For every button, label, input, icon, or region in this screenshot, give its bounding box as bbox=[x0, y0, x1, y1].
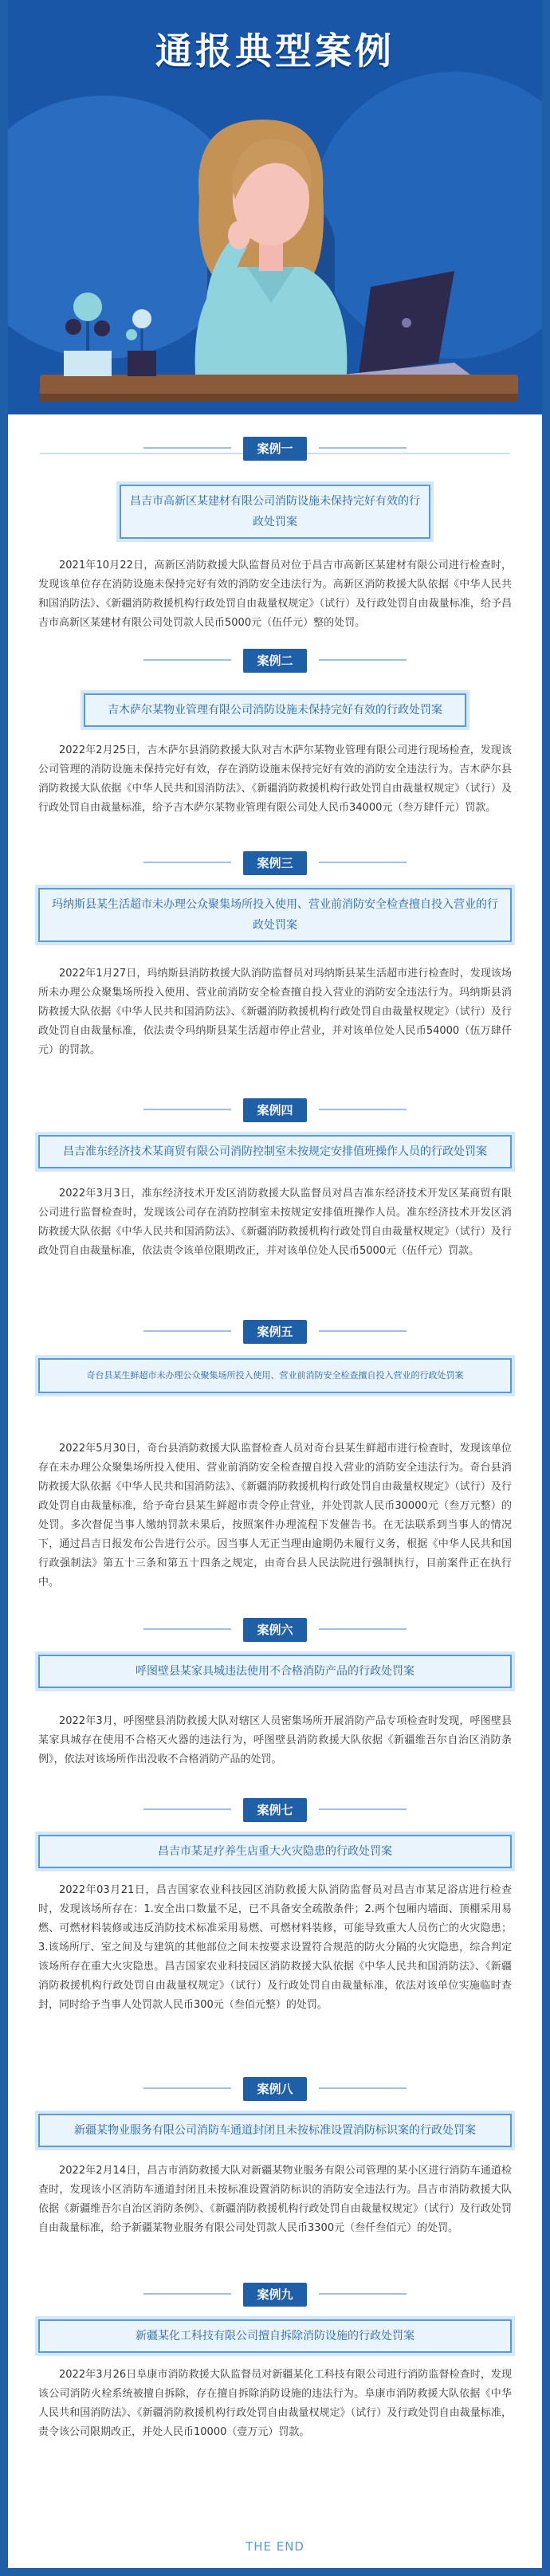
hero-banner bbox=[8, 0, 542, 422]
case-title: 奇台县某生鲜超市未办理公众聚集场所投入使用、营业前消防安全检查擅自投入营业的行政处罚案 bbox=[38, 1358, 512, 1393]
case-title: 吉木萨尔某物业管理有限公司消防设施未保持完好有效的行政处罚案 bbox=[84, 693, 466, 727]
case-tag: 案例三 bbox=[243, 851, 307, 875]
case-body: 2022年3月3日，准东经济技术开发区消防救援大队监督员对昌吉准东经济技术开发区某商贸有限公司进行监督检查时，发现该公司存在消防控制室未按规定安排值班操作人员。准东经济技术开发区消防救援大队依据《中华人民共和国消防法》、《新疆消防救援机构行政处罚自由裁量权规定》（试行）及行政处罚自由裁量标准，依法责令该单位限期改正，并对该单位处人民币5000元（伍仟元）罚款。 bbox=[38, 1188, 512, 1257]
case-tag: 案例七 bbox=[243, 1798, 307, 1822]
pot-left-shape bbox=[64, 351, 112, 376]
case-body: 2021年10月22日，高新区消防救援大队监督员对位于昌吉市高新区某建材有限公司进行检查时，发现该单位存在消防设施未保持完好有效的消防安全违法行为。高新区消防救援大队依据《中华人民共和国消防法》、《新疆消防救援机构行政处罚自由裁量权规定》（试行）及行政处罚自由裁量标准，给予昌吉市高新区某建材有限公司处罚款人民币5000元（伍仟元）整的处罚。 bbox=[38, 560, 512, 629]
case-tag: 案例九 bbox=[243, 2283, 307, 2307]
case-body: 2022年2月14日，昌吉市消防救援大队对新疆某物业服务有限公司管理的某小区进行消防车通道检查时，发现该小区消防车通道封闭且未按标准设置消防标识的消防安全违法行为。昌吉市消防救援大队依据《新疆维吾尔自治区消防条例》、《新疆消防救援机构行政处罚自由裁量权规定》（试行）及行政处罚自由裁量标准，给予新疆某物业服务有限公司处罚款人民币3300元（叁仟叁佰元）的处罚。 bbox=[38, 2165, 512, 2234]
case-title: 昌吉市高新区某建材有限公司消防设施未保持完好有效的行政处罚案 bbox=[120, 485, 430, 539]
page-title: 通报典型案例 bbox=[155, 29, 395, 73]
case-tag: 案例八 bbox=[243, 2077, 307, 2101]
case-title: 昌吉市某足疗养生店重大火灾隐患的行政处罚案 bbox=[38, 1835, 512, 1868]
case-title: 新疆某化工科技有限公司擅自拆除消防设施的行政处罚案 bbox=[38, 2319, 512, 2353]
case-body: 2022年3月26日阜康市消防救援大队监督员对新疆某化工科技有限公司进行消防监督检查时，发现该公司消防火栓系统被擅自拆除，存在擅自拆除消防设施的违法行为。阜康市消防救援大队依据《中华人民共和国消防法》、《新疆消防救援机构行政处罚自由裁量权规定》（试行）及行政处罚自由裁量标准，责令该公司限期改正，并处人民币10000（壹万元）罚款。 bbox=[38, 2369, 512, 2438]
case-body: 2022年2月25日，吉木萨尔县消防救援大队对吉木萨尔某物业管理有限公司进行现场检查，发现该公司管理的消防设施未保持完好有效，存在消防设施未保持完好有效的消防安全违法行为。吉木萨尔县消防救援大队依据《中华人民共和国消防法》、《新疆消防救援机构行政处罚自由裁量权规定》（试行）及行政处罚自由裁量标准，给予吉木萨尔某物业管理有限公司处人民币34000元（叁万肆仟元）罚款。 bbox=[38, 744, 512, 814]
pot-right-shape bbox=[128, 351, 156, 376]
hero-illustration bbox=[8, 0, 542, 422]
case-body: 2022年03月21日，昌吉国家农业科技园区消防救援大队消防监督员对昌吉市某足浴店进行检查时，发现该场所存在：1.安全出口数量不足，已不具备安全疏散条件；2.两个包厢内墙面、顶棚采用易燃、可燃材料装修或违反消防技术标准采用易燃、可燃材料装修，可能导致重大人员伤亡的火灾隐患；3.该场所厅、室之间及与建筑的其他部位之间未按要求设置符合规范的防火分隔的火灾隐患，综合判定该场所存在重大火灾隐患。昌吉国家农业科技园区消防救援大队依据《中华人民共和国消防法》、《新疆消防救援机构行政处罚自由裁量权规定》（试行）及行政处罚自由裁量标准，依法对该单位实施临时查封，同时给予当事人处罚款人民币300元（叁佰元整）的处罚。 bbox=[38, 1884, 512, 2011]
case-tag: 案例二 bbox=[243, 649, 307, 673]
the-end-label: THE END bbox=[246, 2539, 304, 2554]
case-tag: 案例六 bbox=[243, 1618, 307, 1642]
hero-bottom-band bbox=[8, 414, 542, 422]
case-tag: 案例五 bbox=[243, 1320, 307, 1344]
case-tag: 案例四 bbox=[243, 1098, 307, 1122]
case-title: 玛纳斯县某生活超市未办理公众聚集场所投入使用、营业前消防安全检查擅自投入营业的行政处罚案 bbox=[38, 888, 512, 942]
desk-front-shape bbox=[40, 394, 518, 402]
case-title: 新疆某物业服务有限公司消防车通道封闭且未按标准设置消防标识案的行政处罚案 bbox=[38, 2114, 512, 2147]
case-body: 2022年3月，呼图壁县消防救援大队对辖区人员密集场所开展消防产品专项检查时发现，呼图壁县某家具城存在使用不合格灭火器的违法行为，呼图壁县消防救援大队依据《新疆维吾尔自治区消防条例》，依法对该场所作出没收不合格消防产品的处罚。 bbox=[38, 1715, 512, 1765]
case-title: 昌吉准东经济技术某商贸有限公司消防控制室未按规定安排值班操作人员的行政处罚案 bbox=[38, 1135, 512, 1168]
article-body bbox=[8, 0, 542, 2568]
desk-top-shape bbox=[40, 375, 518, 395]
case-body: 2022年1月27日，玛纳斯县消防救援大队消防监督员对玛纳斯县某生活超市进行检查时，发现该场所未办理公众聚集场所投入使用、营业前消防安全检查擅自投入营业的消防安全违法行为。玛纳斯县消防救援大队依据《中华人民共和国消防法》、《新疆消防救援机构行政处罚自由裁量权规定》（试行）及行政处罚自由裁量标准，依法责令玛纳斯县某生活超市停止营业，并对该单位处人民币54000（伍万肆仟元）的罚款。 bbox=[38, 968, 512, 1056]
case-body: 2022年5月30日，奇台县消防救援大队监督检查人员对奇台县某生鲜超市进行检查时，发现该单位存在未办理公众聚集场所投入使用、营业前消防安全检查擅自投入营业的消防安全违法行为。奇台县消防救援大队依据《中华人民共和国消防法》、《新疆消防救援机构行政处罚自由裁量权规定》（试行）及行政处罚自由裁量标准，给予奇台县某生鲜超市责令停止营业，并处罚款人民币30000元（叁万元整）的处罚。多次督促当事人缴纳罚款未果后，按照案件办理流程下发催告书。在无法联系到当事人的情况下，通过昌吉日报发布公告进行公示。因当事人无正当理由逾期仍未履行义务，根据《中华人民共和国行政强制法》第五十三条和第五十四条之规定，由奇台县人民法院进行强制执行，目前案件正在执行中。 bbox=[38, 1443, 512, 1588]
laptop-logo-shape bbox=[402, 318, 411, 328]
case-tag: 案例一 bbox=[243, 437, 307, 461]
case-title: 呼图壁县某家具城违法使用不合格消防产品的行政处罚案 bbox=[38, 1655, 512, 1688]
hand-shape bbox=[228, 221, 250, 249]
